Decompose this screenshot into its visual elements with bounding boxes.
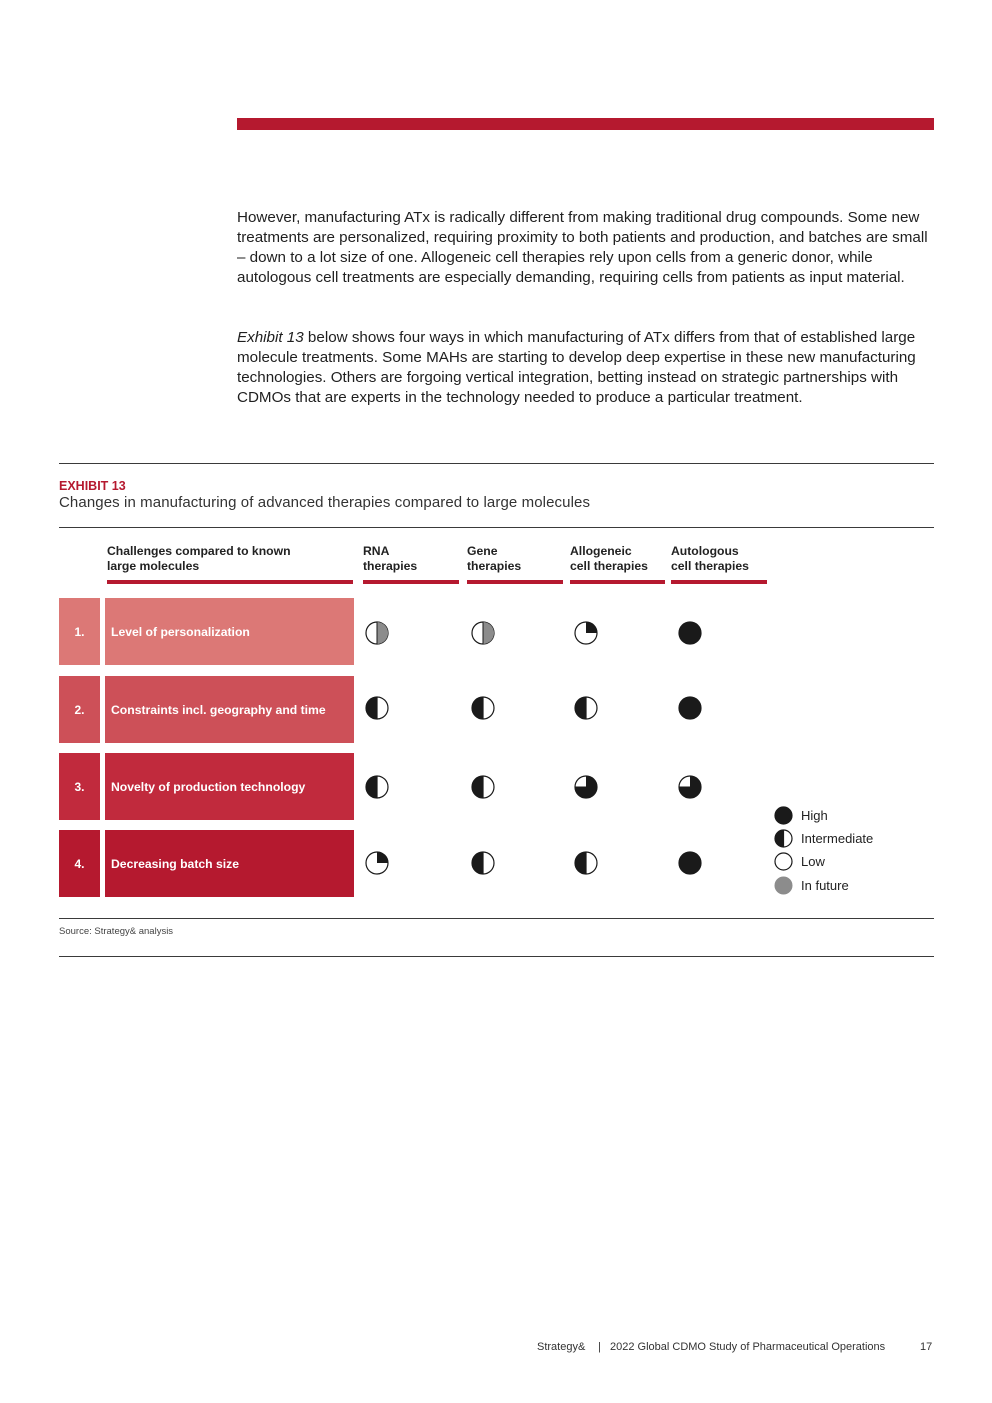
harvey-ball-half-icon [471, 696, 495, 720]
source-note: Source: Strategy& analysis [59, 926, 174, 937]
column-header-line: therapies [467, 559, 522, 573]
legend-half-icon [774, 829, 793, 848]
harvey-ball-half-future-icon [365, 621, 389, 645]
harvey-ball-half-icon [574, 696, 598, 720]
harvey-ball-quarter-icon [574, 621, 598, 645]
body-paragraph-2 [237, 328, 937, 408]
harvey-ball-half-icon [365, 775, 389, 799]
column-header-line: cell therapies [671, 559, 749, 573]
column-underline [570, 580, 665, 584]
exhibit-end-rule [59, 956, 934, 957]
exhibit-header-rule [59, 527, 934, 528]
legend-label: Low [801, 854, 825, 869]
top-accent-bar [237, 118, 934, 130]
column-header-line: RNA [363, 544, 390, 558]
footer-page-number: 17 [920, 1341, 933, 1353]
harvey-ball-half-icon [471, 775, 495, 799]
row-number: 1. [59, 598, 100, 665]
harvey-ball-half-icon [574, 851, 598, 875]
harvey-ball-full-icon [678, 621, 702, 645]
exhibit-title: Changes in manufacturing of advanced therapies compared to large molecules [59, 494, 591, 511]
harvey-ball-three-quarter-icon [574, 775, 598, 799]
column-header-rna [363, 544, 417, 574]
column-header-line: Gene [467, 544, 498, 558]
exhibit-label: EXHIBIT 13 [59, 479, 126, 493]
harvey-ball-half-icon [471, 851, 495, 875]
body-paragraph-1: However, manufacturing ATx is radically different from making traditional drug compounds. Some new treatments are personalized, requiring proximity to both patients and production, and batches are small – down to a lot size of one. Allogeneic cell therapies rely upon cells from a generic donor, while autologous cell treatments are especially demanding, requiring cells from patients as input material. [237, 209, 928, 286]
harvey-ball-three-quarter-icon [678, 775, 702, 799]
body-paragraph-2-text: below shows four ways in which manufacturing of ATx differs from that of established large molecule treatments. Some MAHs are starting to develop deep expertise in these new manufacturing technologies. Others are forgoing vertical integration, betting instead on strategic partnerships with CDMOs that are experts in the technology needed to produce a particular treatment. [237, 329, 916, 406]
column-underline [671, 580, 767, 584]
row-label: Constraints incl. geography and time [105, 676, 354, 743]
legend-item [774, 806, 828, 825]
harvey-ball-half-icon [365, 696, 389, 720]
footer-study-title: 2022 Global CDMO Study of Pharmaceutical Operations [610, 1341, 886, 1353]
footer-brand: Strategy& [537, 1341, 586, 1353]
column-underline [363, 580, 459, 584]
row-label: Level of personalization [105, 598, 354, 665]
exhibit-top-rule [59, 463, 934, 464]
legend-item [774, 876, 849, 895]
harvey-ball-quarter-icon [365, 851, 389, 875]
legend-full-icon [774, 806, 793, 825]
row-label: Novelty of production technology [105, 753, 354, 820]
exhibit-bottom-rule [59, 918, 934, 919]
column-header-gene [467, 544, 521, 574]
row-number: 3. [59, 753, 100, 820]
column-header-allogeneic [570, 544, 648, 574]
column-header-challenges [107, 544, 291, 574]
exhibit-reference: Exhibit 13 [237, 329, 304, 346]
row-label: Decreasing batch size [105, 830, 354, 897]
legend-label: Intermediate [801, 831, 874, 846]
harvey-ball-full-icon [678, 851, 702, 875]
column-header-line: Allogeneic [570, 544, 632, 558]
legend-item [774, 829, 873, 848]
legend-item [774, 852, 825, 871]
column-underline [467, 580, 563, 584]
column-header-line: therapies [363, 559, 418, 573]
column-header-line: Autologous [671, 544, 739, 558]
column-underline [107, 580, 353, 584]
legend-label: In future [801, 878, 849, 893]
column-header-autologous [671, 544, 749, 574]
legend-future-icon [774, 876, 793, 895]
column-header-line: cell therapies [570, 559, 648, 573]
legend-empty-icon [774, 852, 793, 871]
row-number: 2. [59, 676, 100, 743]
column-header-line: large molecules [107, 559, 200, 573]
row-number: 4. [59, 830, 100, 897]
legend-label: High [801, 808, 828, 823]
column-header-line: Challenges compared to known [107, 544, 291, 558]
harvey-ball-full-icon [678, 696, 702, 720]
harvey-ball-half-future-icon [471, 621, 495, 645]
footer-separator: | [598, 1341, 601, 1353]
